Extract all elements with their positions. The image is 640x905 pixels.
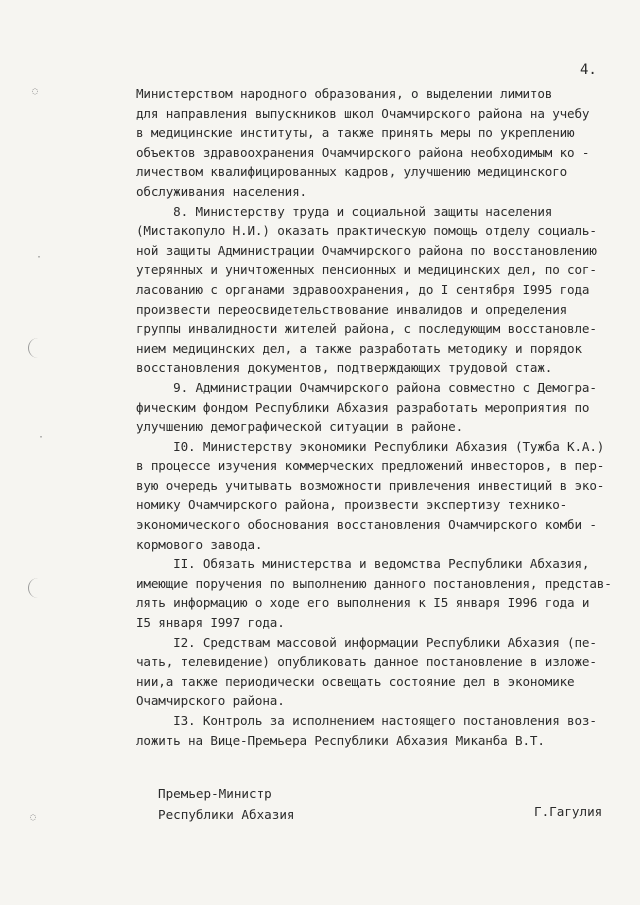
text-line: ной защиты Администрации Очамчирского района по восстановлению — [136, 242, 597, 258]
signatory-title-line-2: Республики Абхазия — [158, 807, 295, 822]
text-line: лять информацию о ходе его выполнения к I5 января I996 года и — [136, 595, 590, 611]
text-line: произвести переосвидетельствование инвалидов и определения — [136, 301, 568, 317]
text-line: обслуживания населения. — [136, 183, 307, 199]
text-line: Министерством народного образования, о выделении лимитов — [136, 86, 553, 101]
punch-hole-mark — [28, 338, 39, 358]
text-line: I5 января I997 года. — [136, 615, 285, 631]
text-line: имеющие поручения по выполнению данного постановления, представ- — [136, 575, 612, 591]
punch-hole-mark — [28, 578, 39, 598]
text-line: восстановления документов, подтверждающих трудовой стаж. — [136, 360, 553, 376]
text-line: номику Очамчирского района, произвести экспертизу технико- — [136, 497, 568, 513]
text-line: улучшению демографической ситуации в районе. — [136, 419, 464, 435]
text-line: Очамчирского района. — [136, 693, 285, 709]
text-line: объектов здравоохранения Очамчирского района необходимым ко - — [136, 144, 590, 160]
text-line: чать, телевидение) опубликовать данное постановление в изложе- — [136, 654, 597, 670]
text-line: кормового завода. — [136, 536, 263, 552]
scan-speck: ◌ — [32, 86, 39, 97]
scan-speck: · — [36, 252, 43, 263]
text-line: I2. Средствам массовой информации Республики Абхазия (пе- — [136, 634, 597, 650]
text-line: ласованию с органами здравоохранения, до I сентября I995 года — [136, 281, 590, 297]
text-line: группы инвалидности жителей района, с последующим восстановле- — [136, 321, 597, 337]
text-line: личеством квалифицированных кадров, улучшению медицинского — [136, 164, 568, 180]
text-line: утерянных и уничтоженных пенсионных и медицинских дел, по сог- — [136, 262, 597, 278]
text-line: в процессе изучения коммерческих предложений инвесторов, в пер- — [136, 458, 605, 474]
scan-speck: · — [38, 432, 45, 443]
text-line: экономического обоснования восстановления Очамчирского комби - — [136, 517, 597, 533]
scan-speck: ◌ — [30, 812, 37, 823]
text-line: I3. Контроль за исполнением настоящего постановления воз- — [136, 713, 597, 728]
text-line: нием медицинских дел, а также разработать методику и порядок — [136, 340, 582, 356]
text-line: фическим фондом Республики Абхазия разработать мероприятия по — [136, 399, 590, 415]
signatory-title-line-1: Премьер-Министр — [158, 786, 272, 801]
text-line: нии,а также периодически освещать состояние дел в экономике — [136, 673, 575, 689]
text-line: II. Обязать министерства и ведомства Республики Абхазия, — [136, 556, 590, 572]
signatory-title — [158, 783, 294, 825]
signatory-name: Г.Гагулия — [534, 804, 603, 819]
page-number: 4. — [580, 62, 597, 78]
text-line: ложить на Вице-Премьера Республики Абхазия Миканба В.Т. — [136, 732, 545, 748]
text-line: (Мистакопуло Н.И.) оказать практическую помощь отделу социаль- — [136, 223, 597, 239]
text-line: для направления выпускников школ Очамчирского района на учебу — [136, 105, 590, 121]
text-line: 8. Министерству труда и социальной защиты населения — [136, 203, 553, 219]
text-line: 9. Администрации Очамчирского района совместно с Демогра- — [136, 379, 597, 395]
text-line: I0. Министерству экономики Республики Абхазия (Тужба К.А.) — [136, 438, 605, 454]
text-line: в медицинские институты, а также принять меры по укреплению — [136, 125, 575, 141]
decree-body-text — [136, 84, 626, 750]
text-line: вую очередь учитывать возможности привлечения инвестиций в эко- — [136, 477, 605, 493]
